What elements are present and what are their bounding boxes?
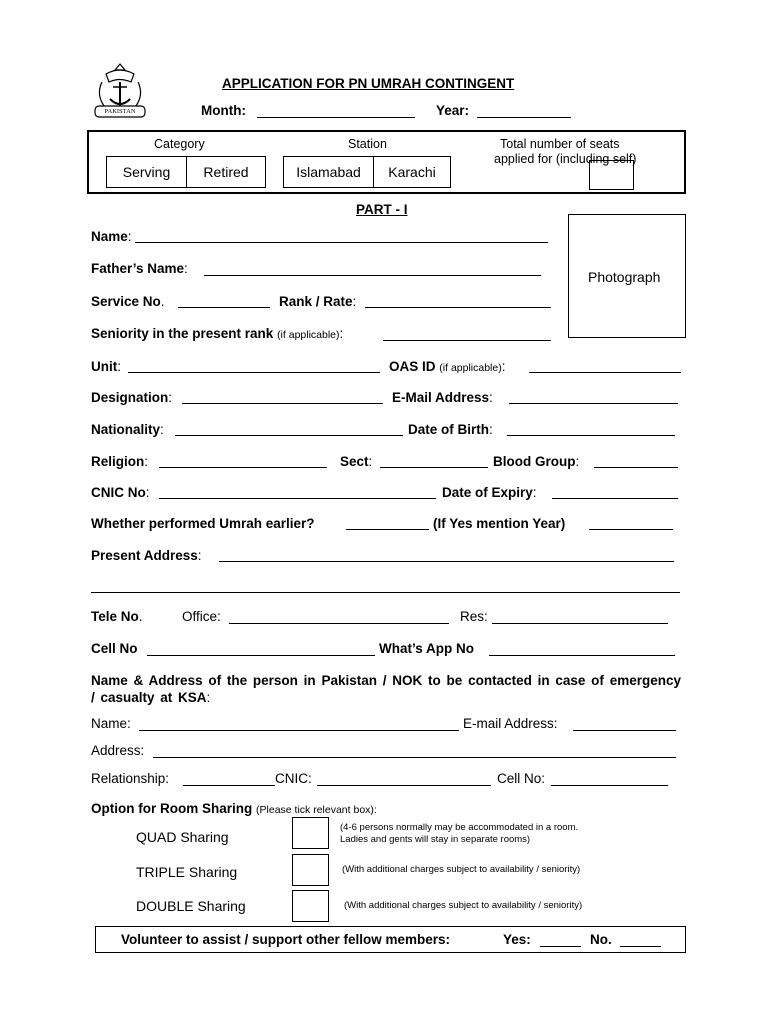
umrah-earlier-label: Whether performed Umrah earlier? [91, 516, 315, 531]
tele-no-label: Tele No. [91, 609, 143, 624]
dob-field[interactable] [507, 435, 675, 436]
quad-sharing-label: QUAD Sharing [136, 829, 229, 845]
oas-id-field[interactable] [529, 372, 681, 373]
nok-relationship-label: Relationship: [91, 771, 170, 786]
category-label: Category [154, 137, 205, 151]
station-islamabad-option[interactable]: Islamabad [283, 156, 374, 188]
year-label: Year: [436, 103, 470, 118]
volunteer-yes-label: Yes: [503, 932, 531, 947]
seats-label-line2: applied for (including self) [494, 152, 637, 166]
present-address-label: Present Address: [91, 548, 202, 563]
cell-no-label: Cell No [91, 641, 138, 656]
expiry-label: Date of Expiry: [442, 485, 537, 500]
umrah-year-field[interactable] [589, 529, 673, 530]
nationality-field[interactable] [175, 435, 403, 436]
station-karachi-option[interactable]: Karachi [373, 156, 451, 188]
whatsapp-label: What’s App No [379, 641, 474, 656]
rank-field[interactable] [365, 307, 551, 308]
double-sharing-checkbox[interactable] [292, 890, 329, 922]
nok-name-label: Name: [91, 716, 131, 731]
religion-field[interactable] [159, 467, 327, 468]
triple-sharing-label: TRIPLE Sharing [136, 864, 238, 880]
seniority-field[interactable] [383, 340, 551, 341]
email-label: E-Mail Address: [392, 390, 493, 405]
fathers-name-field[interactable] [204, 275, 541, 276]
name-label: Name: [91, 229, 132, 244]
unit-label: Unit: [91, 359, 122, 374]
service-no-label: Service No. [91, 294, 165, 309]
cnic-label: CNIC No: [91, 485, 150, 500]
station-label: Station [348, 137, 387, 151]
volunteer-yes-field[interactable] [540, 946, 581, 947]
umrah-earlier-field[interactable] [346, 529, 429, 530]
category-serving-option[interactable]: Serving [106, 156, 187, 188]
present-address-field-2[interactable] [91, 592, 680, 593]
double-sharing-label: DOUBLE Sharing [136, 898, 246, 914]
nok-cnic-label: CNIC: [275, 771, 312, 786]
res-label: Res: [460, 609, 488, 624]
nok-name-field[interactable] [139, 730, 459, 731]
religion-label: Religion: [91, 454, 149, 469]
designation-label: Designation: [91, 390, 173, 405]
rank-label: Rank / Rate: [279, 294, 357, 309]
nok-cell-label: Cell No: [497, 771, 546, 786]
quad-sharing-checkbox[interactable] [292, 817, 329, 849]
sect-label: Sect: [340, 454, 373, 469]
cell-no-field[interactable] [147, 655, 375, 656]
cnic-field[interactable] [159, 498, 436, 499]
month-field[interactable] [257, 117, 415, 118]
name-field[interactable] [135, 242, 548, 243]
nok-address-label: Address: [91, 743, 145, 758]
expiry-field[interactable] [552, 498, 678, 499]
quad-sharing-note: (4-6 persons normally may be accommodated in a room. Ladies and gents will stay in separate rooms) [340, 822, 579, 845]
triple-sharing-checkbox[interactable] [292, 854, 329, 886]
pakistan-navy-emblem [92, 62, 148, 124]
form-title: APPLICATION FOR PN UMRAH CONTINGENT [222, 76, 515, 91]
part-title: PART - I [356, 202, 408, 217]
seniority-label: Seniority in the present rank (if applicable): [91, 326, 344, 341]
nok-cell-field[interactable] [551, 785, 668, 786]
office-phone-field[interactable] [229, 623, 449, 624]
if-yes-label: (If Yes mention Year) [433, 516, 566, 531]
seats-label-line1: Total number of seats [500, 137, 620, 151]
volunteer-no-label: No. [590, 932, 612, 947]
double-sharing-note: (With additional charges subject to availability / seniority) [344, 900, 583, 911]
dob-label: Date of Birth: [408, 422, 493, 437]
nok-address-field[interactable] [153, 757, 676, 758]
nok-email-label: E-mail Address: [463, 716, 558, 731]
unit-field[interactable] [128, 372, 380, 373]
volunteer-label: Volunteer to assist / support other fellow members: [121, 932, 451, 947]
category-retired-option[interactable]: Retired [186, 156, 266, 188]
blood-group-field[interactable] [594, 467, 678, 468]
service-no-field[interactable] [178, 307, 270, 308]
nok-heading: Name & Address of the person in Pakistan / NOK to be contacted in case of emergency / casualty at KSA: [91, 673, 681, 705]
blood-group-label: Blood Group: [493, 454, 580, 469]
seats-count-box[interactable] [589, 160, 634, 190]
triple-sharing-note: (With additional charges subject to availability / seniority) [342, 864, 581, 875]
designation-field[interactable] [182, 403, 383, 404]
photograph-label: Photograph [588, 269, 661, 285]
present-address-field-1[interactable] [219, 561, 674, 562]
nationality-label: Nationality: [91, 422, 164, 437]
whatsapp-field[interactable] [489, 655, 675, 656]
emblem-caption: PAKISTAN [104, 108, 136, 115]
sect-field[interactable] [380, 467, 488, 468]
nok-cnic-field[interactable] [317, 785, 491, 786]
res-phone-field[interactable] [492, 623, 668, 624]
email-field[interactable] [509, 403, 678, 404]
room-sharing-heading: Option for Room Sharing (Please tick relevant box): [91, 801, 377, 816]
nok-relationship-field[interactable] [183, 785, 275, 786]
month-label: Month: [201, 103, 246, 118]
oas-id-label: OAS ID (if applicable): [389, 359, 506, 374]
nok-email-field[interactable] [573, 730, 676, 731]
volunteer-no-field[interactable] [620, 946, 661, 947]
fathers-name-label: Father’s Name: [91, 261, 188, 276]
office-label: Office: [182, 609, 221, 624]
year-field[interactable] [477, 117, 571, 118]
